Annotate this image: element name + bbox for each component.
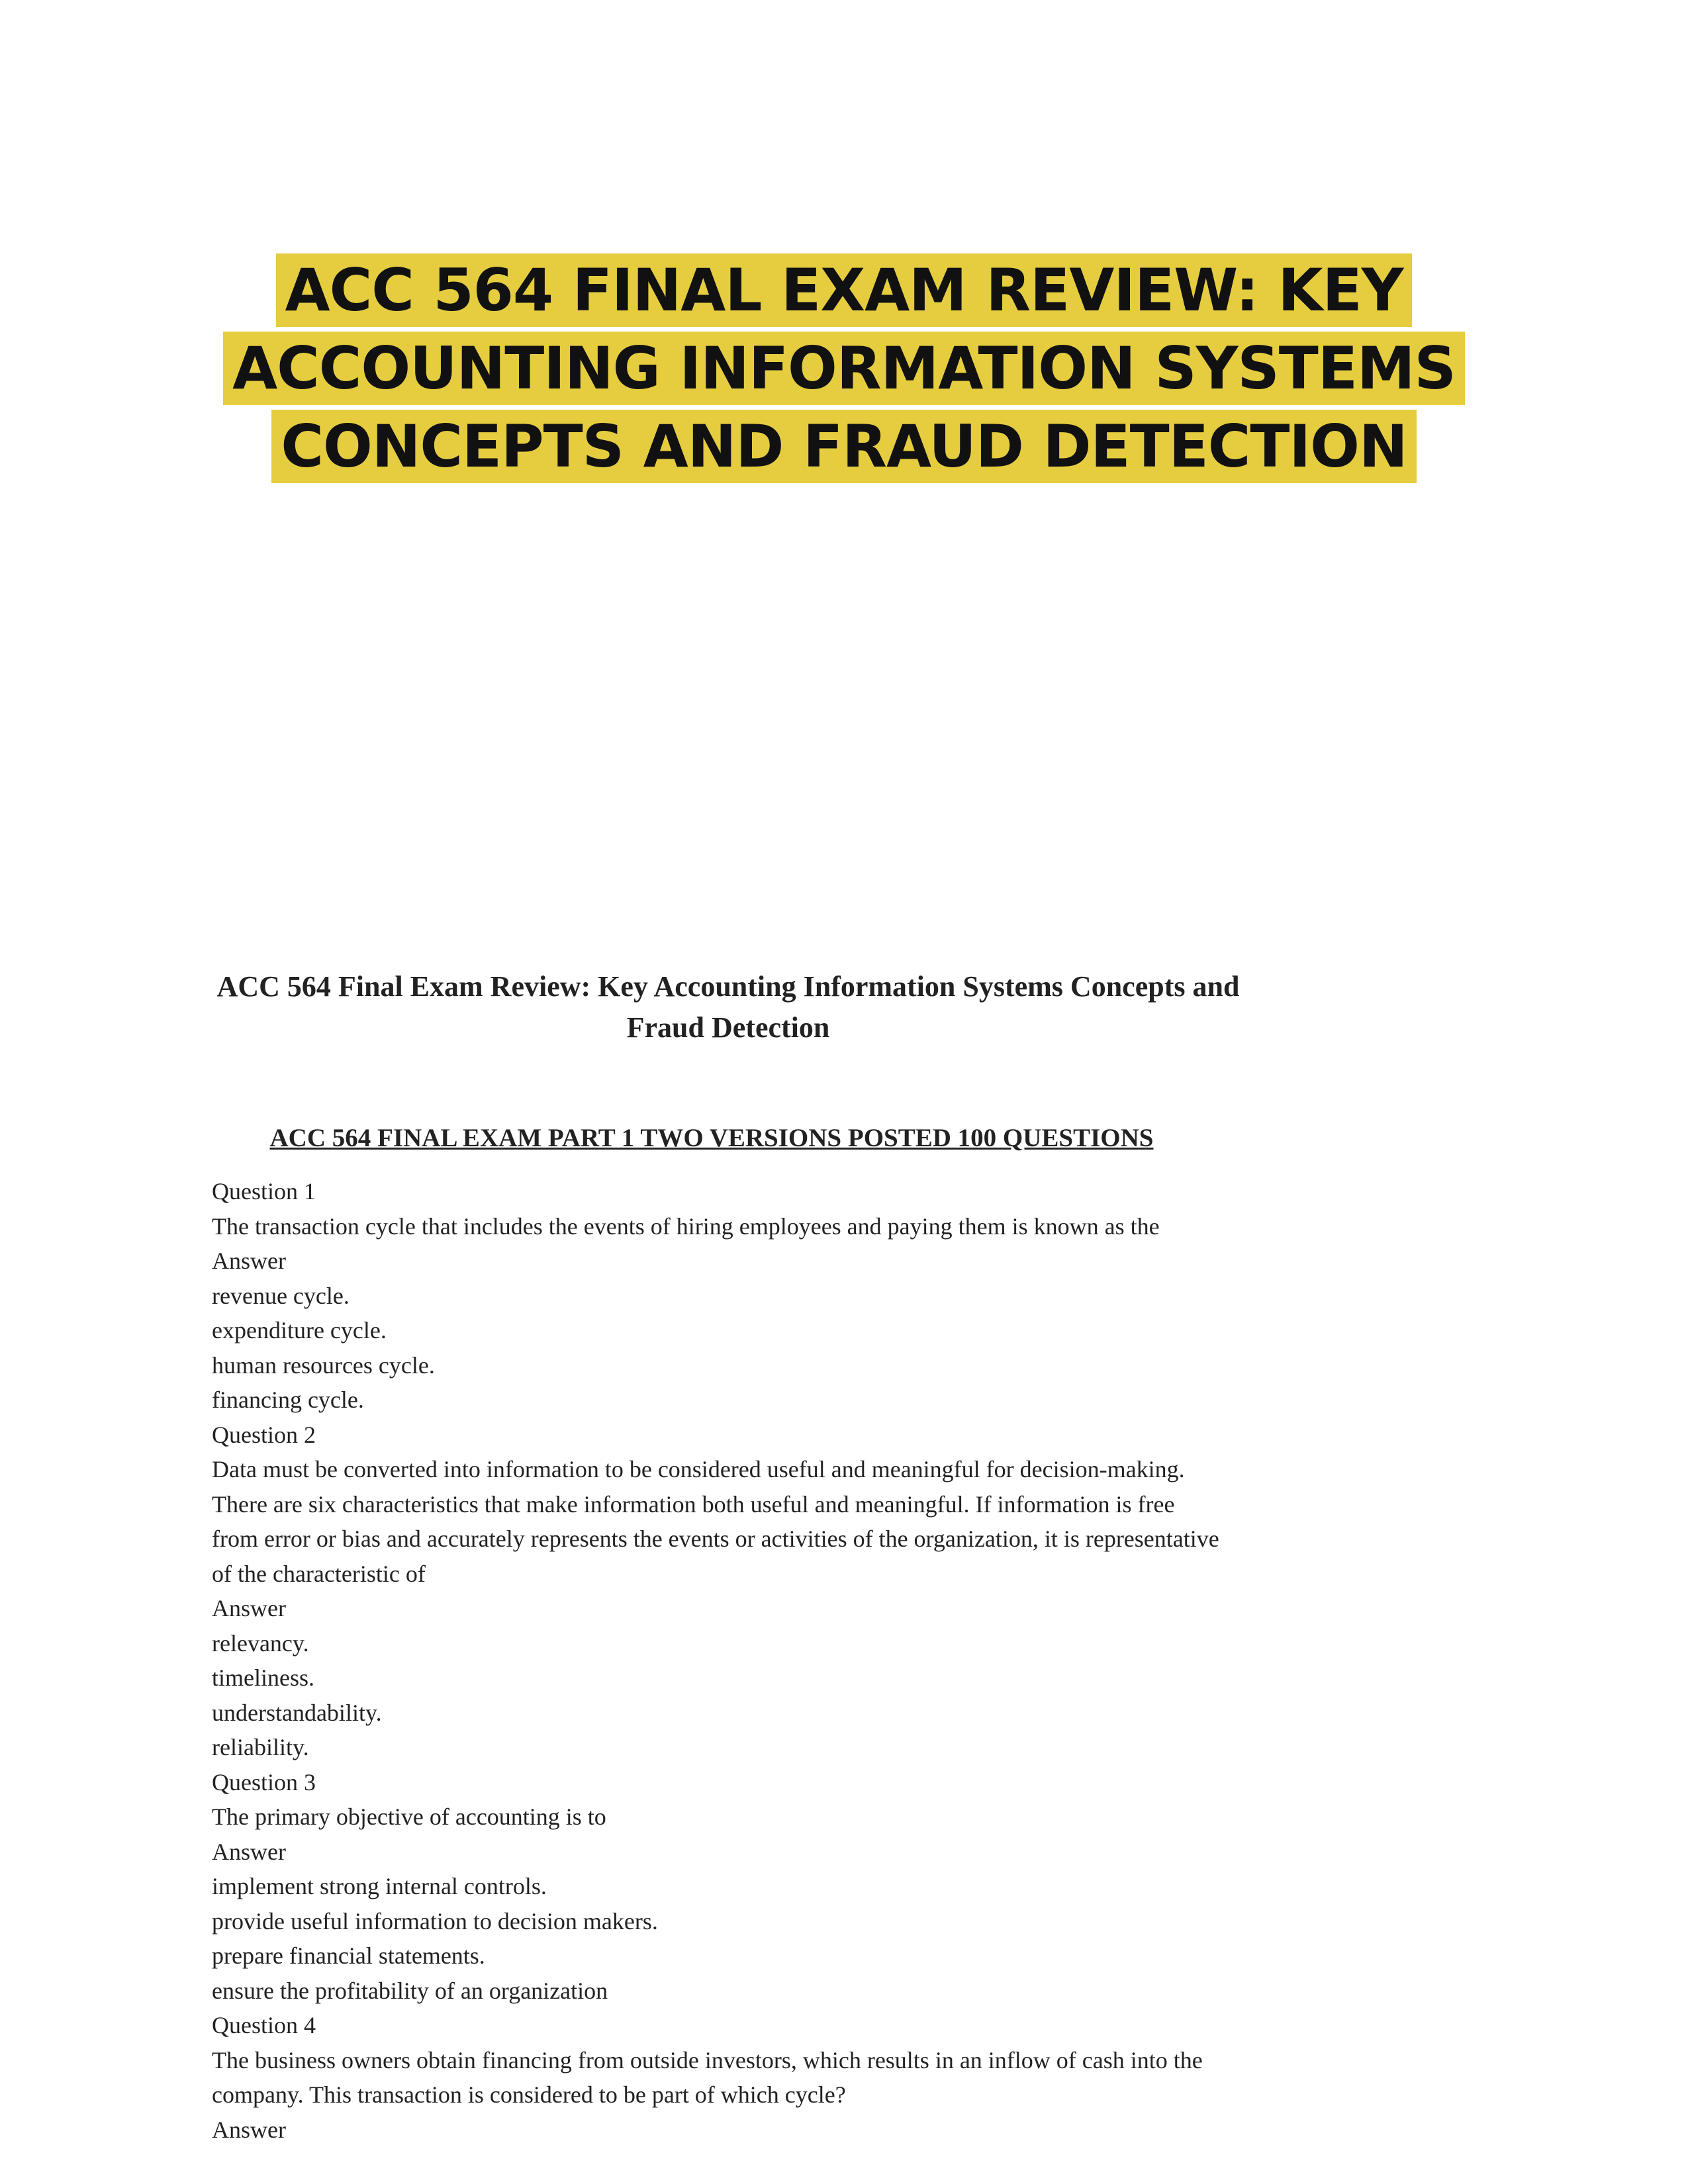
answer-label: Answer	[212, 1838, 286, 1865]
answer-option: revenue cycle.	[212, 1282, 350, 1309]
question-text: The business owners obtain financing from outside investors, which results in an inflow of cash into the company. This transaction is considered to be part of which cycle?	[212, 2046, 1203, 2108]
document-subtitle: ACC 564 FINAL EXAM PART 1 TWO VERSIONS POSTED 100 QUESTIONS	[269, 1124, 1154, 1152]
answer-option: prepare financial statements.	[212, 1942, 485, 1969]
banner-title-text: ACC 564 FINAL EXAM REVIEW: KEY ACCOUNTING INFORMATION SYSTEMS CONCEPTS AND FRAUD DETECTION	[223, 253, 1465, 483]
question-block	[212, 1174, 1225, 1418]
question-label: Question 4	[212, 2012, 316, 2038]
answer-option: financing cycle.	[212, 1387, 364, 1413]
question-label: Question 2	[212, 1421, 316, 1448]
answer-option: implement strong internal controls.	[212, 1873, 547, 1899]
answer-option: understandability.	[212, 1699, 382, 1726]
answer-option: timeliness.	[212, 1664, 314, 1691]
document-body	[212, 966, 1271, 2147]
answer-option: reliability.	[212, 1734, 309, 1760]
question-list	[212, 1174, 1271, 2147]
question-text: The primary objective of accounting is to	[212, 1803, 606, 1830]
question-text: Data must be converted into information to be considered useful and meaningful for decision-making. There are six characteristics that make information both useful and meaningful. If information is free from error or bias and accurately represents the events or activities of the organization, it is representative of the characteristic of	[212, 1456, 1219, 1587]
answer-label: Answer	[212, 1248, 286, 1274]
question-block	[212, 1418, 1225, 1765]
answer-label: Answer	[212, 1595, 286, 1621]
question-label: Question 1	[212, 1178, 316, 1205]
answer-option: relevancy.	[212, 1629, 309, 1657]
answer-option: human resources cycle.	[212, 1351, 435, 1379]
question-text: The transaction cycle that includes the events of hiring employees and paying them is known as the	[212, 1212, 1160, 1240]
answer-option: expenditure cycle.	[212, 1317, 387, 1343]
question-block	[212, 1765, 1225, 2009]
banner-title	[192, 251, 1496, 486]
answer-option: provide useful information to decision makers.	[212, 1907, 658, 1934]
question-label: Question 3	[212, 1768, 316, 1796]
answer-option: ensure the profitability of an organization	[212, 1977, 608, 2004]
answer-label: Answer	[212, 2116, 286, 2143]
document-title: ACC 564 Final Exam Review: Key Accounting Information Systems Concepts and Fraud Detection	[216, 970, 1240, 1044]
question-block	[212, 2008, 1225, 2147]
